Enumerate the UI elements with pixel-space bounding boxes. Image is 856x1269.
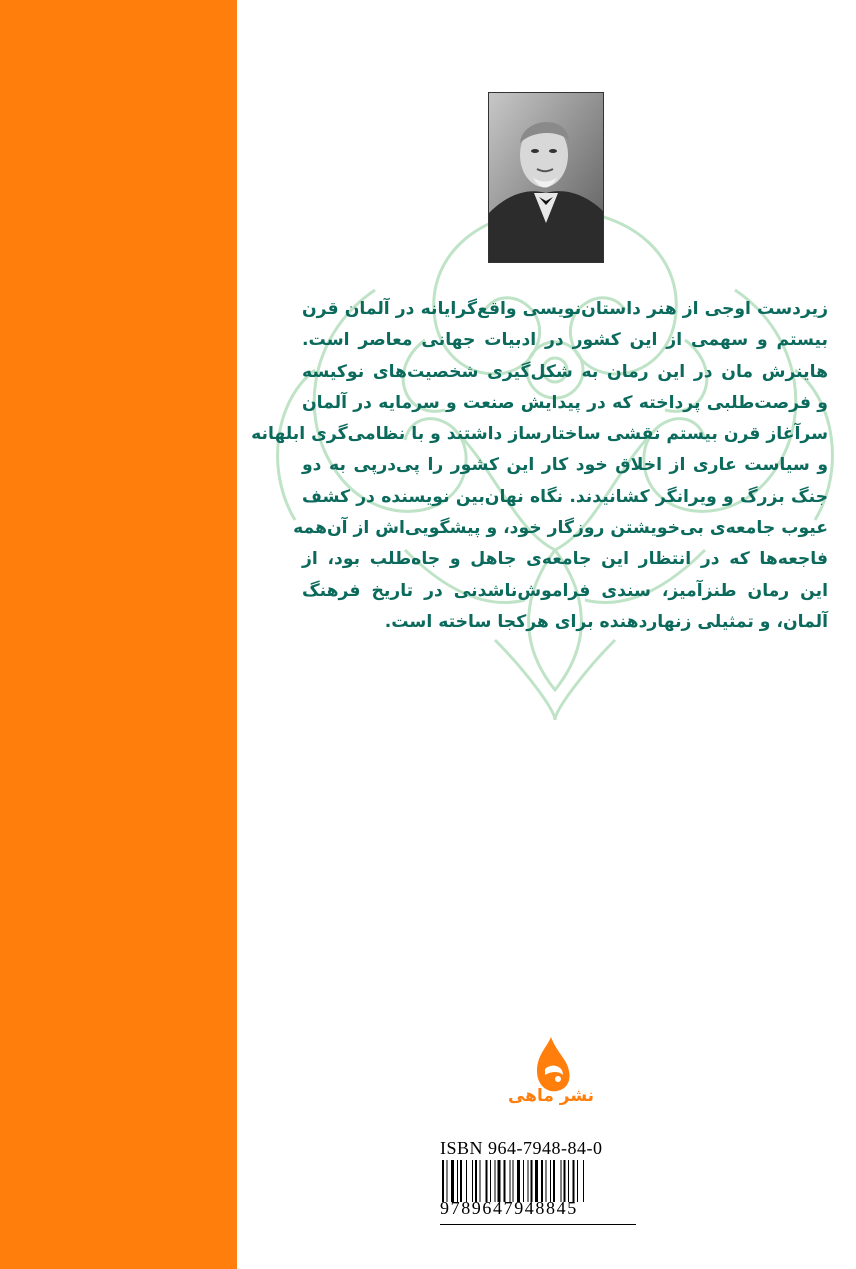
- blurb-line: جنگ بزرگ و ویرانگر کشانیدند. نگاه نهان‌بین نویسنده در کشف: [302, 486, 828, 507]
- isbn-label: ISBN 964-7948-84-0: [440, 1138, 603, 1158]
- blurb-line: و سیاست عاری از اخلاق خود کار این کشور را پی‌درپی به دو: [302, 455, 828, 476]
- barcode-number: 9789647948845: [440, 1198, 578, 1218]
- author-portrait: [488, 92, 604, 263]
- blurb-line: بیستم و سهمی از این کشور در ادبیات جهانی معاصر است.: [302, 330, 828, 351]
- orange-spine: [0, 0, 237, 1269]
- author-portrait-photo-icon: [489, 93, 603, 262]
- bottom-rule: [440, 1224, 636, 1225]
- blurb-text: [251, 294, 828, 638]
- publisher-name: نشر ماهی: [507, 1086, 595, 1106]
- blurb-line: زیردست اوجی از هنر داستان‌نویسی واقع‌گرایانه در آلمان قرن: [302, 299, 828, 319]
- blurb-line: آلمان، و تمثیلی زنهاردهنده برای هرکجا ساخته است.: [384, 611, 828, 632]
- blurb-line: این رمان طنزآمیز، سندی فراموش‌ناشدنی در تاریخ فرهنگ: [302, 580, 828, 601]
- blurb-line: هاینرش مان در این رمان به شکل‌گیری شخصیت‌های نوکیسه: [302, 361, 828, 382]
- blurb-line: فاجعه‌ها که در انتظار این جامعه‌ی جاهل و جاه‌طلب بود، از: [302, 549, 828, 570]
- blurb-line: سرآغاز قرن بیستم نقشی ساختارساز داشتند و با نظامی‌گری ابلهانه: [251, 424, 828, 445]
- barcode-icon: [440, 1160, 636, 1202]
- blurb-line: و فرصت‌طلبی پرداخته که در پیدایش صنعت و سرمایه در آلمان: [302, 392, 828, 413]
- blurb-line: عیوب جامعه‌ی بی‌خویشتن روزگار خود، و پیشگویی‌اش از آن‌همه: [293, 518, 828, 539]
